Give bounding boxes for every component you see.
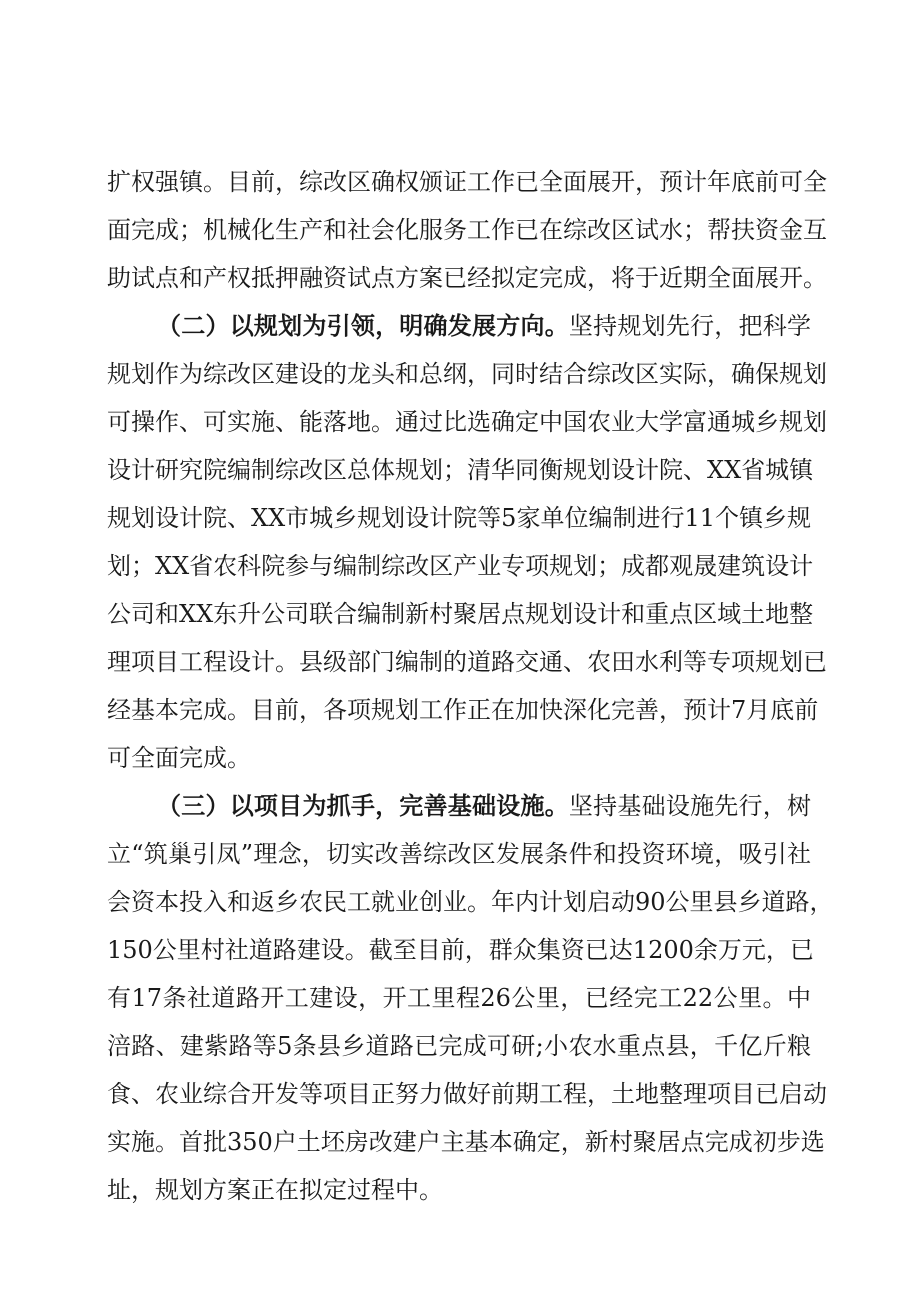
text-line: 150公里村社道路建设。截至目前，群众集资已达1200余万元，已: [107, 936, 814, 964]
text-line: 可操作、可实施、能落地。通过比选确定中国农业大学富通城乡规划: [107, 408, 827, 436]
text-line: 助试点和产权抵押融资试点方案已经拟定完成，将于近期全面展开。: [107, 264, 827, 292]
text-line: 面完成；机械化生产和社会化服务工作已在综改区试水；帮扶资金互: [107, 216, 827, 244]
paragraph-2-line-1: [0, 306, 811, 346]
paragraph-2-line-7: [0, 594, 814, 634]
text-line: 有17条社道路开工建设，开工里程26公里，已经完工22公里。中: [107, 984, 811, 1012]
paragraph-1-line-1: [0, 162, 827, 202]
paragraph-2-line-9: [0, 690, 819, 730]
paragraph-3-line-6: [0, 1026, 811, 1066]
text-line: 设计研究院编制综改区总体规划；清华同衡规划设计院、XX省城镇: [107, 456, 814, 484]
paragraph-2-line-4: [0, 450, 814, 490]
paragraph-1-line-3: [0, 258, 827, 298]
text-line: 公司和XX东升公司联合编制新村聚居点规划设计和重点区域土地整: [107, 600, 814, 628]
text-line: 可全面完成。: [107, 744, 251, 772]
paragraph-3-line-5: [0, 978, 811, 1018]
paragraph-2-line-6: [0, 546, 814, 586]
text-line: 经基本完成。目前，各项规划工作正在加快深化完善，预计7月底前: [107, 696, 819, 724]
text-line: 食、农业综合开发等项目正努力做好前期工程，土地整理项目已启动: [107, 1080, 827, 1108]
text-line: 坚持规划先行，把科学: [568, 312, 811, 340]
paragraph-2-line-5: [0, 498, 811, 538]
paragraph-2-line-2: [0, 354, 827, 394]
text-line: 会资本投入和返乡农民工就业创业。年内计划启动90公里县乡道路，: [107, 888, 834, 916]
text-line: 扩权强镇。目前，综改区确权颁证工作已全面展开，预计年底前可全: [107, 168, 827, 196]
section-heading-3: （三）以项目为抓手，完善基础设施。: [157, 792, 569, 820]
paragraph-1-line-2: [0, 210, 827, 250]
text-line: 实施。首批350户土坯房改建户主基本确定，新村聚居点完成初步选: [107, 1128, 825, 1156]
paragraph-3-line-9: [0, 1170, 811, 1210]
paragraph-3-line-3: [0, 882, 834, 922]
paragraph-2-line-10: [0, 738, 811, 778]
paragraph-3-line-8: [0, 1122, 825, 1162]
section-heading-2: （二）以规划为引领，明确发展方向。: [157, 312, 569, 340]
text-line: 规划作为综改区建设的龙头和总纲，同时结合综改区实际，确保规划: [107, 360, 827, 388]
paragraph-3-line-1: [0, 786, 811, 826]
text-line: 址，规划方案正在拟定过程中。: [107, 1176, 443, 1204]
paragraph-2-line-3: [0, 402, 827, 442]
paragraph-3-line-2: [0, 834, 811, 874]
text-line: 涪路、建紫路等5条县乡道路已完成可研;小农水重点县，千亿斤粮: [107, 1032, 811, 1060]
paragraph-2-line-8: [0, 642, 827, 682]
paragraph-3-line-7: [0, 1074, 827, 1114]
paragraph-3-line-4: [0, 930, 814, 970]
text-line: 立“筑巢引凤”理念，切实改善综改区发展条件和投资环境，吸引社: [107, 840, 811, 868]
text-line: 理项目工程设计。县级部门编制的道路交通、农田水利等专项规划已: [107, 648, 827, 676]
text-line: 规划设计院、XX市城乡规划设计院等5家单位编制进行11个镇乡规: [107, 504, 811, 532]
text-line: 划；XX省农科院参与编制综改区产业专项规划；成都观晟建筑设计: [107, 552, 814, 580]
text-line: 坚持基础设施先行，树: [568, 792, 811, 820]
